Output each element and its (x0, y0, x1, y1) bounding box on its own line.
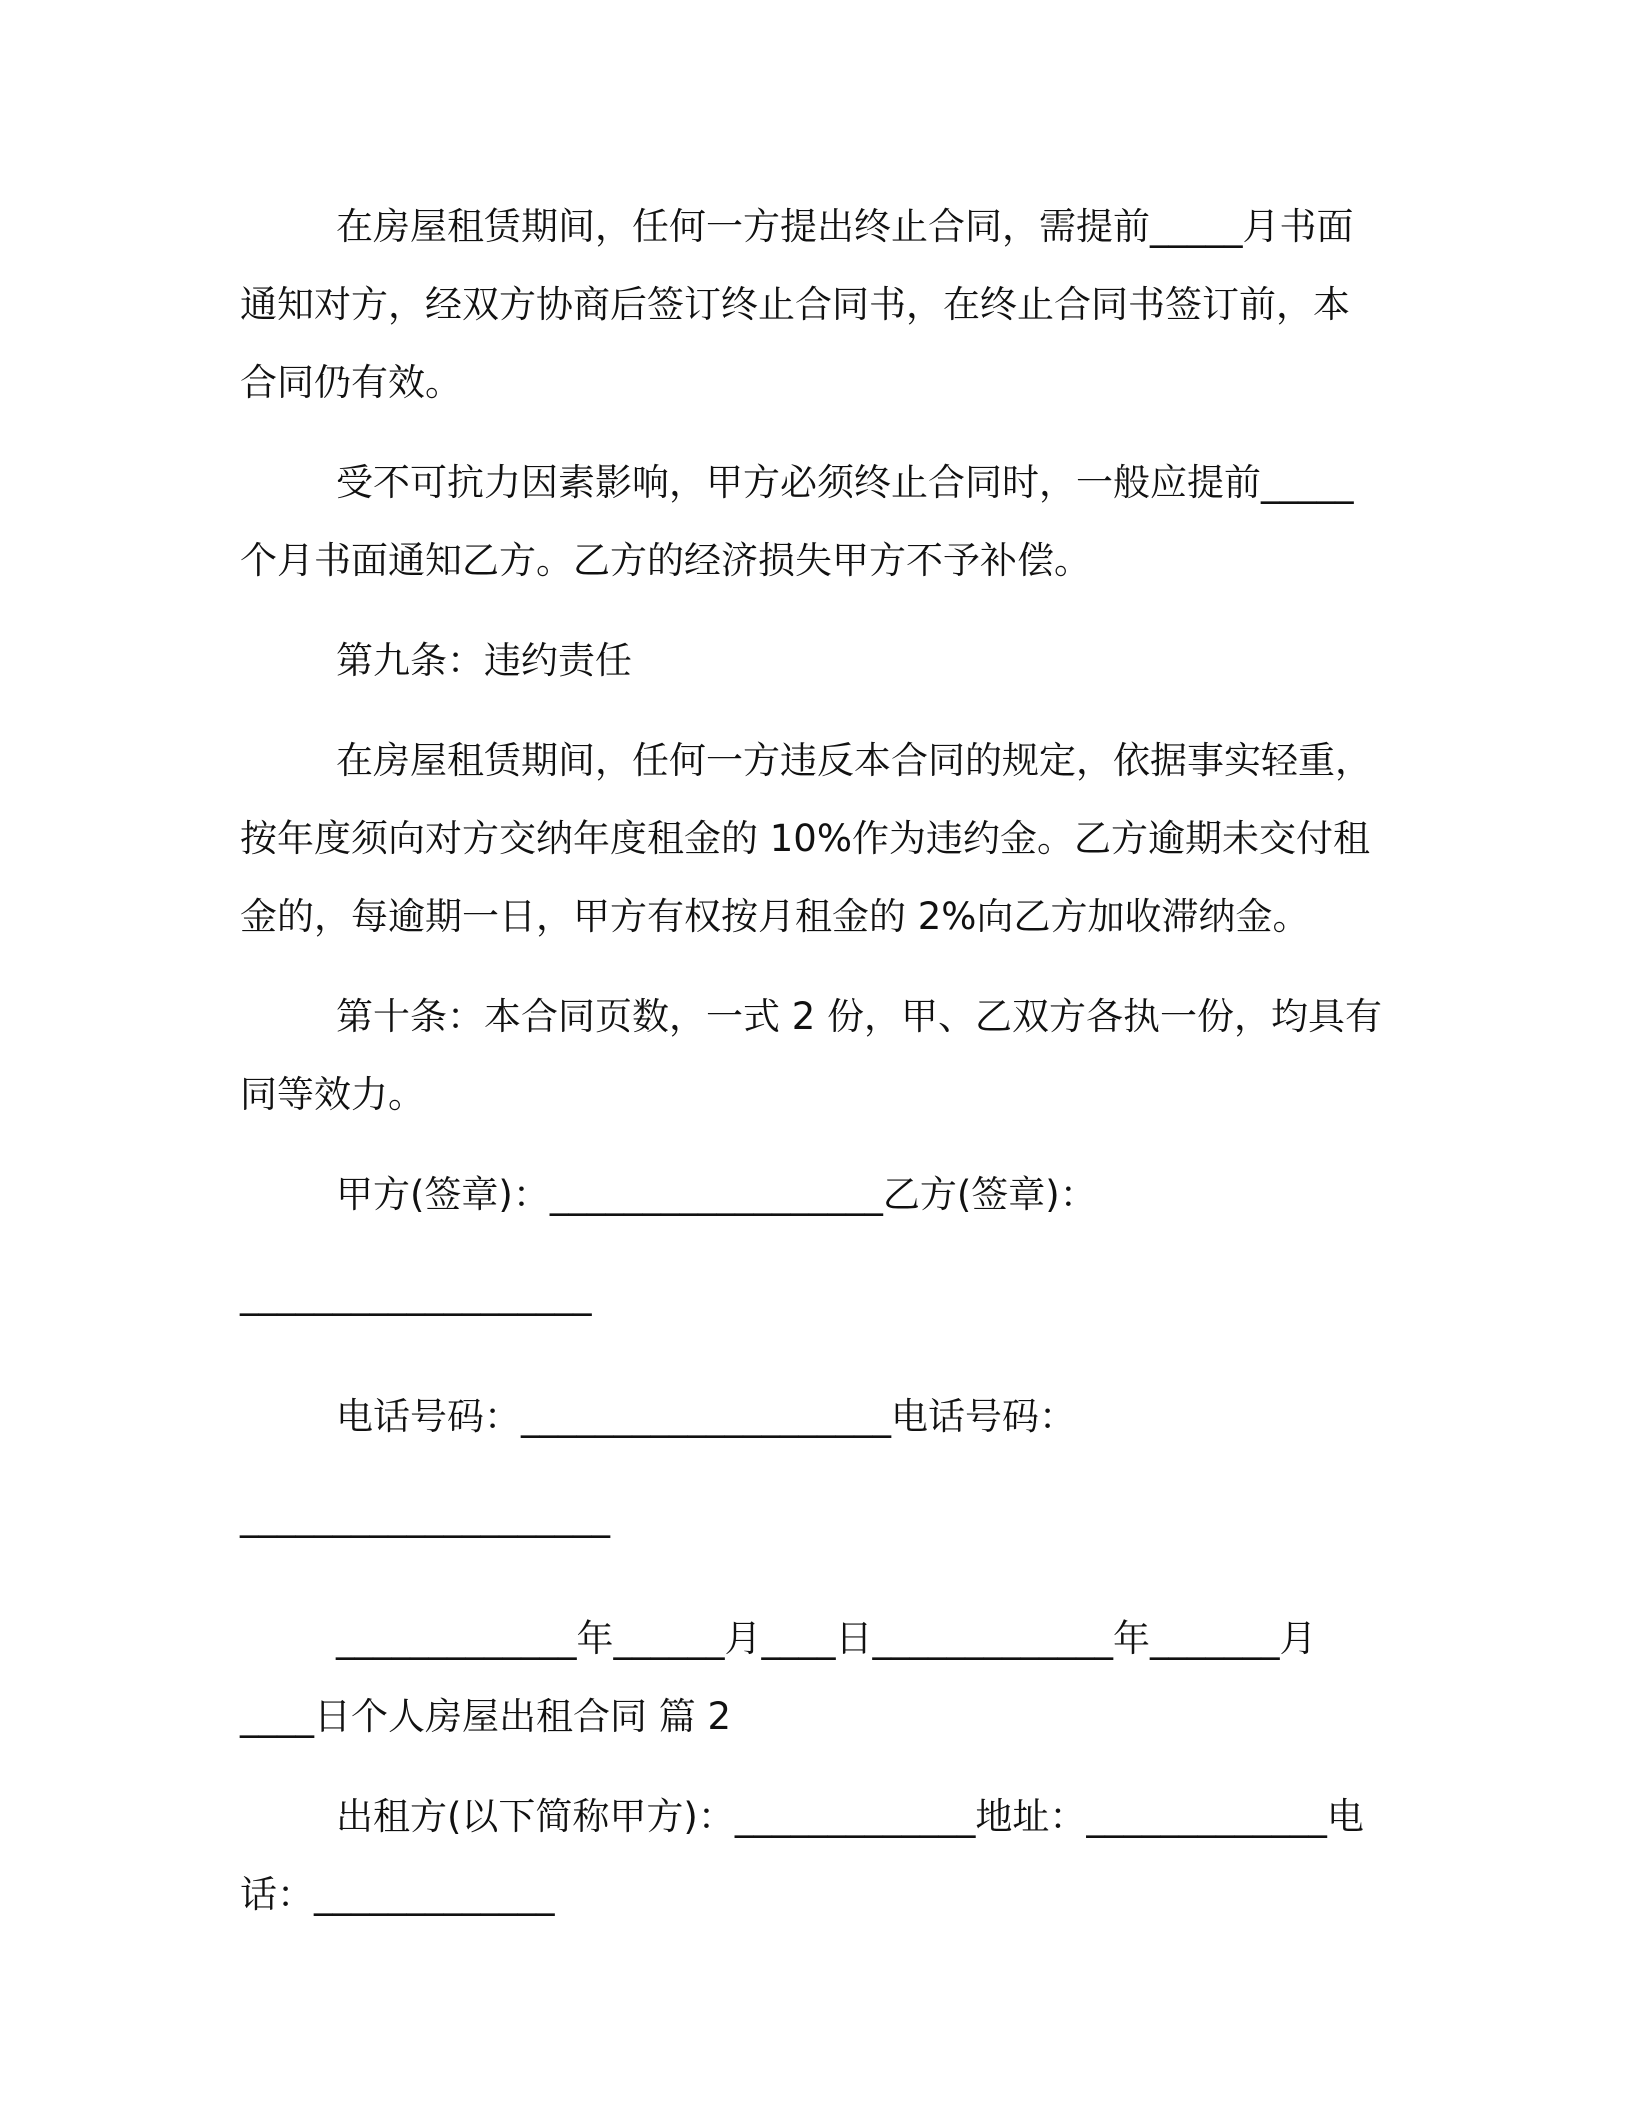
article-10 (240, 978, 1383, 1134)
text-line: 第九条：违约责任 (336, 639, 632, 682)
signature-line-party: 甲方(签章)：__________________乙方(签章)： (336, 1173, 1097, 1216)
signature-block (240, 1156, 1380, 1756)
signature-line-phone-cont: ____________________ (240, 1495, 610, 1538)
text-line: 在房屋租赁期间，任何一方违反本合同的规定，依据事实轻重， (336, 739, 1372, 782)
signature-line-phone: 电话号码：____________________电话号码： (336, 1395, 1076, 1438)
paragraph-termination (240, 188, 1380, 422)
text-line: 合同仍有效。 (240, 361, 462, 404)
text-line: 通知对方，经双方协商后签订终止合同书，在终止合同书签订前，本 (240, 283, 1350, 326)
paragraph-breach (240, 722, 1380, 956)
text-line: 按年度须向对方交纳年度租金的 10%作为违约金。乙方逾期未交付租 (240, 817, 1370, 860)
text-line: 同等效力。 (240, 1073, 425, 1116)
lessor-line: 出租方(以下简称甲方)：_____________地址：_____________电 (336, 1795, 1364, 1838)
document-body (240, 188, 1383, 1934)
text-line: 个月书面通知乙方。乙方的经济损失甲方不予补偿。 (240, 539, 1091, 582)
text-line: 受不可抗力因素影响，甲方必须终止合同时，一般应提前_____ (336, 461, 1354, 504)
text-line: 金的，每逾期一日，甲方有权按月租金的 2%向乙方加收滞纳金。 (240, 895, 1310, 938)
lessor-line-cont: 话：_____________ (240, 1873, 555, 1916)
lessor-block (240, 1778, 1380, 1934)
text-line: 第十条：本合同页数，一式 2 份，甲、乙双方各执一份，均具有 (336, 995, 1383, 1038)
article-9-heading (240, 622, 1380, 700)
signature-line-party-cont: ___________________ (240, 1273, 592, 1316)
paragraph-force-majeure (240, 444, 1380, 600)
signature-line-date-cont: ____日个人房屋出租合同 篇 2 (240, 1695, 732, 1738)
text-line: 在房屋租赁期间，任何一方提出终止合同，需提前_____月书面 (336, 205, 1354, 248)
signature-line-date: _____________年______月____日_____________年_______月 (336, 1617, 1317, 1660)
